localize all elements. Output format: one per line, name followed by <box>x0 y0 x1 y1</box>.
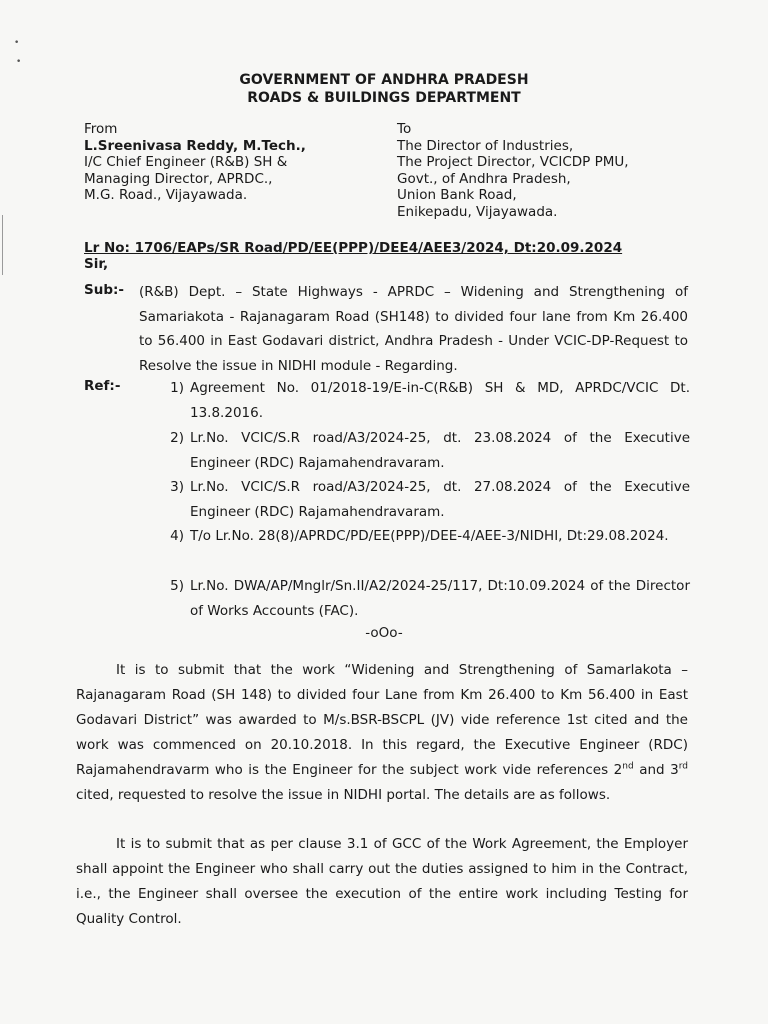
subject-label: Sub:- <box>84 282 124 298</box>
from-label: From <box>84 121 118 137</box>
recipient-line: Enikepadu, Vijayawada. <box>397 203 558 220</box>
reference-item <box>160 475 690 524</box>
references-label: Ref:- <box>84 378 121 394</box>
body-paragraph-2: It is to submit that as per clause 3.1 of GCC of the Work Agreement, the Employer shall appoint the Engineer who shall carry out the duties assigned to him in the Contract, i.e., the Engineer shall oversee the execution of the entire work including Testing for Quality Control. <box>76 836 688 927</box>
reference-text: Lr.No. DWA/AP/Mnglr/Sn.II/A2/2024-25/117, Dt:10.09.2024 of the Director of Works Accounts (FAC). <box>190 578 690 619</box>
sender-line: I/C Chief Engineer (R&B) SH & <box>84 154 288 171</box>
paragraph-text: It is to submit that the work “Widening and Strengthening of Samarlakota – Rajanagaram Road (SH 148) to divided four Lane from Km 26.400 to Km 56.400 in East Godavari District” was awarded to M/s.BSR-BSCPL (JV) vide reference 1st cited and the work was commenced on 20.10.2018. In this regard, the Executive Engineer (RDC) Rajamahendravarm who is the Engineer for the subject work vide references 2 <box>76 662 688 778</box>
letter-reference-number: Lr No: 1706/EAPs/SR Road/PD/EE(PPP)/DEE4/AEE3/2024, Dt:20.09.2024 <box>84 240 623 256</box>
recipient-line: The Director of Industries, <box>397 137 574 154</box>
reference-item <box>160 426 690 475</box>
sender-line: M.G. Road., Vijayawada. <box>84 187 248 204</box>
department-heading-line1: GOVERNMENT OF ANDHRA PRADESH <box>239 72 529 88</box>
scan-margin-line <box>2 215 3 275</box>
paragraph-text: cited, requested to resolve the issue in NIDHI portal. The details are as follows. <box>76 787 611 803</box>
reference-number: 3) <box>170 479 184 495</box>
reference-text: Lr.No. VCIC/S.R road/A3/2024-25, dt. 23.08.2024 of the Executive Engineer (RDC) Rajamahendravaram. <box>190 430 690 471</box>
reference-text: Lr.No. VCIC/S.R road/A3/2024-25, dt. 27.08.2024 of the Executive Engineer (RDC) Rajamahendravaram. <box>190 479 690 520</box>
body-paragraph-1 <box>76 658 688 808</box>
subject-text: (R&B) Dept. – State Highways - APRDC – Widening and Strengthening of Samariakota - Rajanagaram Road (SH148) to divided four lane from Km 26.400 to 56.400 in East Godavari district, Andhra Pradesh - Under VCIC-DP-Request to Resolve the issue in NIDHI module - Regarding. <box>139 284 688 374</box>
paragraph-text: and 3 <box>633 762 679 778</box>
sender-name: L.Sreenivasa Reddy, M.Tech., <box>84 137 306 154</box>
reference-item <box>160 574 690 623</box>
reference-item <box>160 376 690 425</box>
reference-item <box>160 524 690 549</box>
reference-number: 5) <box>170 578 184 594</box>
section-separator: -oOo- <box>365 625 403 641</box>
reference-text: Agreement No. 01/2018-19/E-in-C(R&B) SH & MD, APRDC/VCIC Dt. 13.8.2016. <box>190 380 690 421</box>
recipient-line: The Project Director, VCICDP PMU, <box>397 154 629 171</box>
ordinal-suffix: nd <box>622 761 634 772</box>
from-address-block <box>84 121 306 204</box>
scan-speck: • <box>14 38 20 48</box>
to-address-block <box>397 121 629 221</box>
to-label: To <box>397 121 412 137</box>
sender-line: Managing Director, APRDC., <box>84 170 273 187</box>
department-heading-line2: ROADS & BUILDINGS DEPARTMENT <box>247 90 521 106</box>
salutation: Sir, <box>84 256 109 272</box>
scan-speck: • <box>16 57 22 67</box>
recipient-line: Union Bank Road, <box>397 187 517 204</box>
ordinal-suffix: rd <box>678 761 688 772</box>
reference-number: 4) <box>170 528 184 544</box>
reference-number: 2) <box>170 430 184 446</box>
reference-number: 1) <box>170 380 184 396</box>
recipient-line: Govt., of Andhra Pradesh, <box>397 170 571 187</box>
reference-text: T/o Lr.No. 28(8)/APRDC/PD/EE(PPP)/DEE-4/AEE-3/NIDHI, Dt:29.08.2024. <box>190 528 669 544</box>
